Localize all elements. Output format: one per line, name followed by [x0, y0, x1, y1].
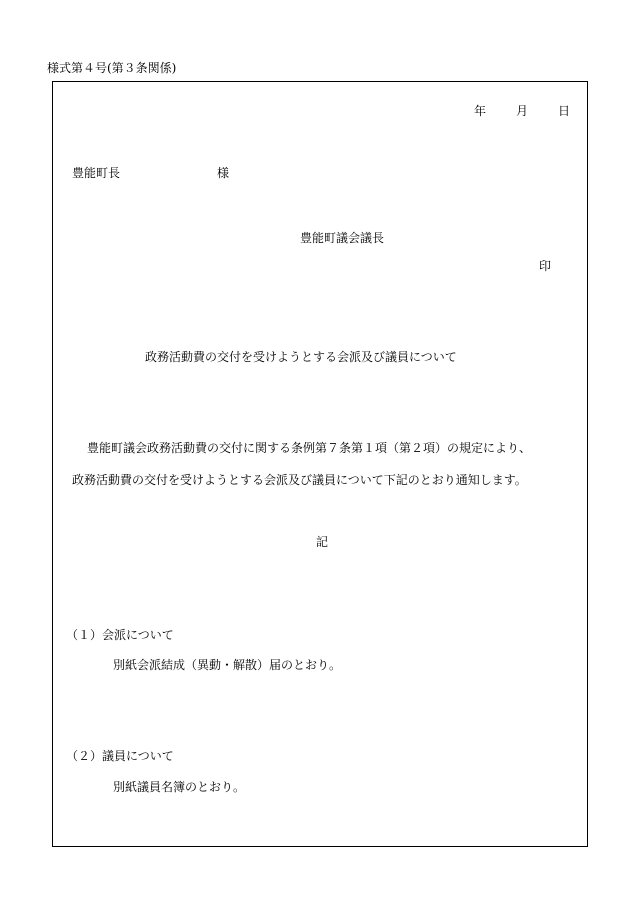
body-text-line-1: 豊能町議会政務活動費の交付に関する条例第７条第１項（第２項）の規定により、	[87, 441, 532, 455]
seal-mark: 印	[539, 259, 552, 273]
sender-name: 豊能町議会議長	[300, 231, 385, 245]
item-1-heading: （１）会派について	[66, 628, 174, 642]
item-2-heading: （２）議員について	[66, 749, 174, 763]
recipient-honorific: 様	[217, 166, 230, 180]
date-line	[474, 105, 570, 117]
item-1-content: 別紙会派結成（異動・解散）届のとおり。	[113, 658, 342, 672]
document-frame	[52, 81, 588, 847]
date-month-label: 月	[515, 104, 528, 118]
item-2-content: 別紙議員名簿のとおり。	[113, 780, 246, 794]
recipient-line	[72, 167, 229, 179]
subject-title: 政務活動費の交付を受けようとする会派及び議員について	[145, 350, 457, 364]
body-text-line-2: 政務活動費の交付を受けようとする会派及び議員について下記のとおり通知します。	[72, 473, 527, 487]
date-year-label: 年	[473, 104, 486, 118]
form-label: 様式第４号(第３条関係)	[47, 61, 177, 75]
recipient-name: 豊能町長	[72, 166, 121, 180]
ki-marker: 記	[316, 535, 329, 549]
date-day-label: 日	[557, 104, 570, 118]
